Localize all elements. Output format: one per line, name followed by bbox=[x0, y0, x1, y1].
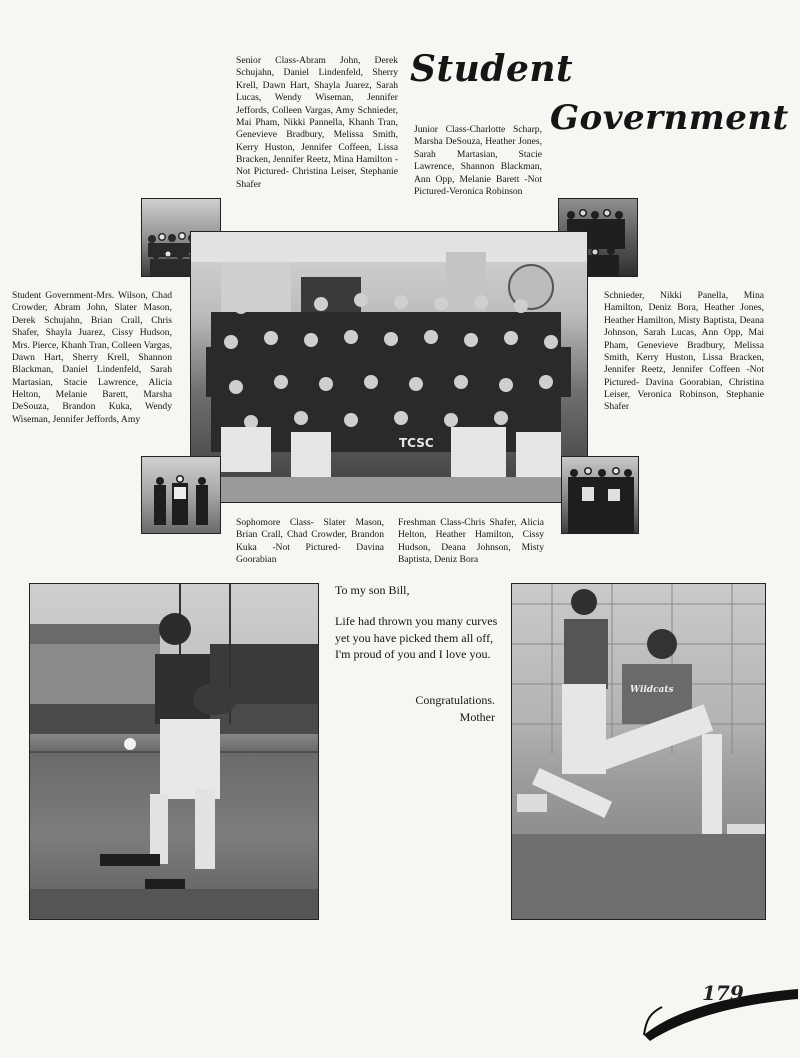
senior-class-caption: Senior Class-Abram John, Derek Schujahn, Daniel Lindenfeld, Sherry Krell, Dawn Hart, Shayla Juarez, Sarah Lucas, Wendy Wiseman, Jennifer Jeffords, Colleen Vargas, Amy Schnieder, Mai Pham, Nikki Pannella, Khanh Tran, Genevieve Bradbury, Melissa Smith, Kerry Huston, Jennifer Coffeen, Lissa Bracken, Jennifer Reetz, Mina Hamilton -Not Pictured- Christina Leiser, Stephanie Shafer bbox=[236, 55, 398, 190]
student-government-group-photo bbox=[190, 231, 588, 503]
baseball-runner-photo bbox=[511, 583, 766, 920]
continued-caption: Schnieder, Nikki Panella, Mina Hamilton, Deniz Bora, Heather Jones, Heather Hamilton, Misty Baptista, Deana Johnson, Sarah Lucas, Ann Opp, Mai Pham, Genevieve Bradbury, Melissa Smith, Kerry Huston, Lissa Bracken, Jennifer Reetz, Jennifer Coffeen -Not Pictured- Davina Goorabian, Christina Leiser, Veronica Robinson, Stephanie Shafer bbox=[604, 290, 764, 413]
ad-greeting: To my son Bill, bbox=[335, 583, 410, 597]
group-shirt-text: TCSC bbox=[399, 436, 434, 450]
student-government-caption: Student Government-Mrs. Wilson, Chad Crowder, Abram John, Slater Mason, Derek Schujahn, Brian Crall, Chris Shafer, Shayla Juarez, Cissy Hudson, Mrs. Pierce, Khanh Tran, Colleen Vargas, Dawn Hart, Sherry Krell, Shannon Blackman, Daniel Lindenfeld, Sarah Martasian, Stacie Lawrence, Alicia Helton, Melanie Barett, Marsha DeSouza, Brandon Kuka, Wendy Wiseman, Jennifer Jeffords, Amy bbox=[12, 290, 172, 425]
sophomore-class-photo bbox=[141, 456, 221, 534]
ad-message: Life had thrown you many curves yet you have picked them all off, I'm proud of you and I love you. bbox=[335, 614, 498, 662]
title-government: Government bbox=[550, 98, 789, 138]
page-number: 179 bbox=[702, 981, 744, 1005]
jersey-text: Wildcats bbox=[630, 685, 674, 695]
ad-signature: Mother bbox=[459, 710, 495, 724]
junior-class-caption: Junior Class-Charlotte Scharp, Marsha DeSouza, Heather Jones, Sarah Martasian, Stacie Lawrence, Shannon Blackman, Ann Opp, Melanie Barett -Not Pictured-Veronica Robinson bbox=[414, 124, 542, 197]
title-student: Student bbox=[410, 48, 574, 90]
sophomore-class-caption: Sophomore Class- Slater Mason, Brian Crall, Chad Crowder, Brandon Kuka -Not Pictured- Davina Goorabian bbox=[236, 517, 384, 566]
page-number-swoosh bbox=[640, 975, 800, 1047]
ad-closing: Congratulations. bbox=[415, 693, 495, 707]
baseball-pitcher-photo bbox=[29, 583, 319, 920]
freshman-class-photo bbox=[561, 456, 639, 534]
freshman-class-caption: Freshman Class-Chris Shafer, Alicia Helton, Heather Hamilton, Cissy Hudson, Deana Johnson, Misty Baptista, Deniz Bora bbox=[398, 517, 544, 566]
